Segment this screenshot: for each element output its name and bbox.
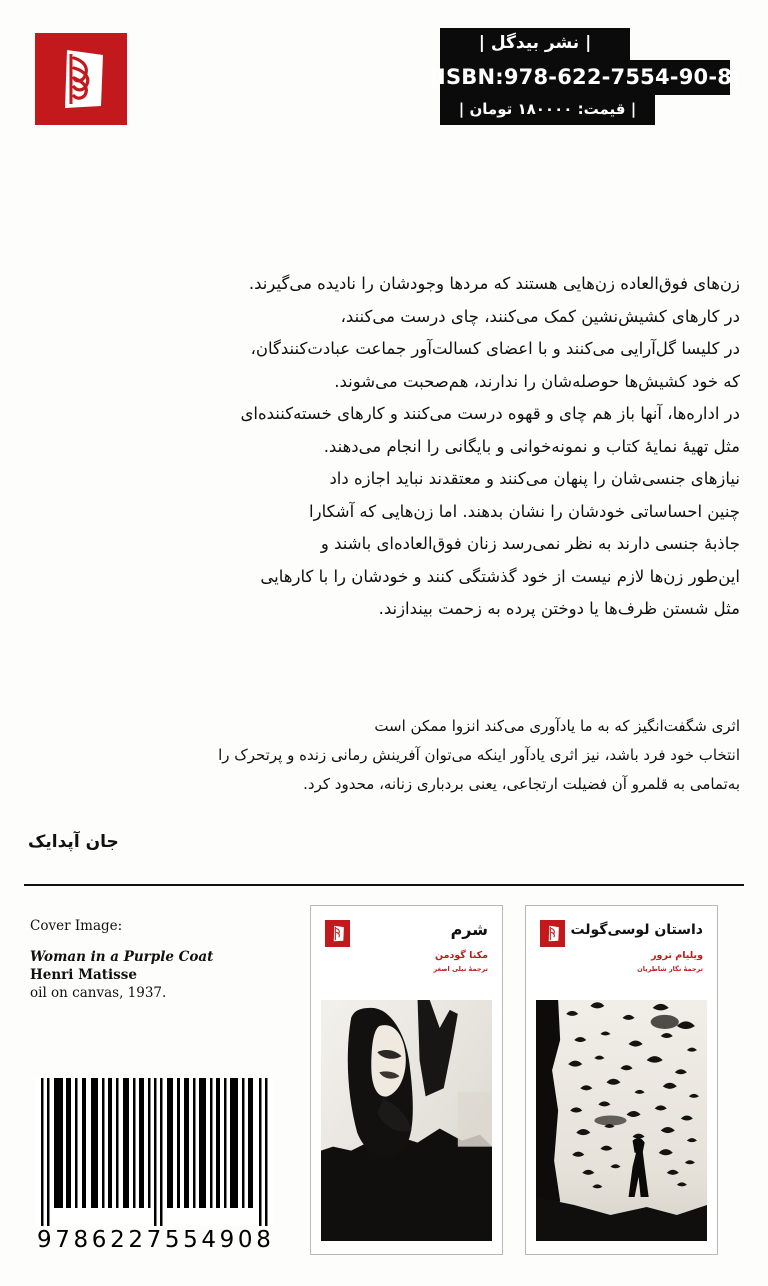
section-divider — [24, 884, 744, 886]
related-book-author: مکنا گودمن — [435, 950, 488, 961]
related-book-translator: ترجمهٔ نیلی اصغر — [433, 965, 488, 973]
publisher-name-badge: | نشر بیدگل | — [440, 28, 630, 60]
blurb-line: نیازهای جنسی‌شان را پنهان می‌کنند و معتقدند نباید اجازه داد — [329, 469, 740, 488]
blurb-line: در کارهای کشیش‌نشین کمک می‌کنند، چای درست می‌کنند، — [340, 306, 740, 326]
quote-attribution — [28, 832, 228, 852]
publisher-logo — [540, 920, 565, 947]
quote-author-name: جان آپدایک — [28, 832, 119, 852]
related-book-title: داستان لوسی‌گولت — [570, 922, 703, 938]
barcode-digit: 2 — [110, 1227, 125, 1253]
related-book-artwork — [536, 1000, 707, 1241]
barcode-digit: 0 — [237, 1227, 253, 1253]
blurb-line: که خود کشیش‌ها حوصله‌شان را ندارند، هم‌صحبت می‌شوند. — [334, 371, 740, 391]
barcode-digit: 5 — [164, 1227, 180, 1253]
related-book-header — [526, 906, 717, 998]
publisher-logo — [35, 33, 127, 125]
barcode-digit: 7 — [146, 1227, 162, 1253]
publisher-mark-icon — [545, 924, 561, 943]
blurb-line: در اداره‌ها، آنها باز هم چای و قهوه درست می‌کنند و کارهای خسته‌کننده‌ای — [240, 404, 740, 423]
blurb-line: چنین احساساتی خودشان را نشان بدهند. اما زن‌هایی که آشکارا — [309, 501, 740, 521]
related-book-card[interactable] — [525, 905, 718, 1255]
birds-silhouette-photo-icon — [536, 1000, 707, 1241]
publisher-mark-icon — [51, 46, 111, 112]
credit-label: Cover Image: — [30, 918, 123, 934]
barcode-digit: 8 — [73, 1227, 89, 1253]
blurb-line: در کلیسا گل‌آرایی می‌کنند و با اعضای کسالت‌آور جماعت عبادت‌کنندگان، — [250, 339, 740, 358]
related-book-author: ویلیام ترور — [651, 950, 703, 961]
barcode-digits — [35, 1227, 273, 1253]
related-book-translator: ترجمهٔ نگار شاطریان — [637, 965, 703, 973]
barcode-digit: 2 — [128, 1227, 143, 1253]
woman-portrait-photo-icon — [321, 1000, 492, 1241]
barcode-digit: 7 — [55, 1227, 70, 1253]
barcode-digit: 5 — [183, 1227, 198, 1253]
blurb-line: جاذبهٔ جنسی دارند به نظر نمی‌رسد زنان فوق‌العاده‌ای باشند و — [320, 534, 740, 553]
barcode-digit: 8 — [256, 1227, 271, 1253]
related-books — [310, 905, 718, 1255]
review-quote — [28, 712, 740, 799]
barcode-bars-icon — [35, 1078, 273, 1226]
isbn-info-stack — [430, 28, 740, 125]
quote-line: به‌تمامی به قلمرو آن فضیلت ارتجاعی، یعنی بردباری زنانه، محدود کرد. — [303, 775, 740, 793]
barcode — [35, 1078, 273, 1253]
barcode-digit: 4 — [201, 1227, 217, 1253]
related-book-title: شرم — [450, 920, 488, 939]
cover-image-credit — [30, 918, 280, 1002]
credit-artist-name: Henri Matisse — [30, 967, 137, 983]
isbn-badge: |ISBN:978-622-7554-90-8| — [440, 60, 730, 95]
quote-line: اثری شگفت‌انگیز که به ما یادآوری می‌کند انزوا ممکن است — [374, 717, 740, 735]
credit-medium: oil on canvas, 1937. — [30, 985, 167, 1001]
publisher-mark-icon — [330, 924, 346, 943]
blurb-line: مثل شستن ظرف‌ها یا دوختن پرده به زحمت بیندازند. — [378, 599, 740, 618]
credit-artwork-title: Woman in a Purple Coat — [30, 949, 214, 965]
quote-line: انتخاب خود فرد باشد، نیز اثری یادآور اینکه می‌توان آفرینش رمانی زنده و پرتحرک را — [218, 746, 740, 764]
blurb-line: این‌طور زن‌ها لازم نیست از خود گذشتگی کنند و خودشان را با کارهایی — [260, 566, 740, 586]
barcode-digit: 6 — [91, 1227, 107, 1253]
blurb-line: مثل تهیهٔ نمایهٔ کتاب و نمونه‌خوانی و بایگانی را انجام می‌دهند. — [323, 436, 740, 456]
price-badge: | قیمت: ۱۸۰۰۰۰ تومان | — [440, 95, 655, 125]
related-book-card[interactable] — [310, 905, 503, 1255]
related-book-artwork — [321, 1000, 492, 1241]
barcode-digit: 9 — [219, 1227, 235, 1253]
related-book-header — [311, 906, 502, 998]
blurb-line: زن‌های فوق‌العاده زن‌هایی هستند که مردها وجودشان را نادیده می‌گیرند. — [248, 274, 740, 293]
book-blurb — [28, 268, 740, 626]
top-band — [0, 0, 768, 175]
barcode-digit: 9 — [37, 1227, 52, 1253]
publisher-logo — [325, 920, 350, 947]
